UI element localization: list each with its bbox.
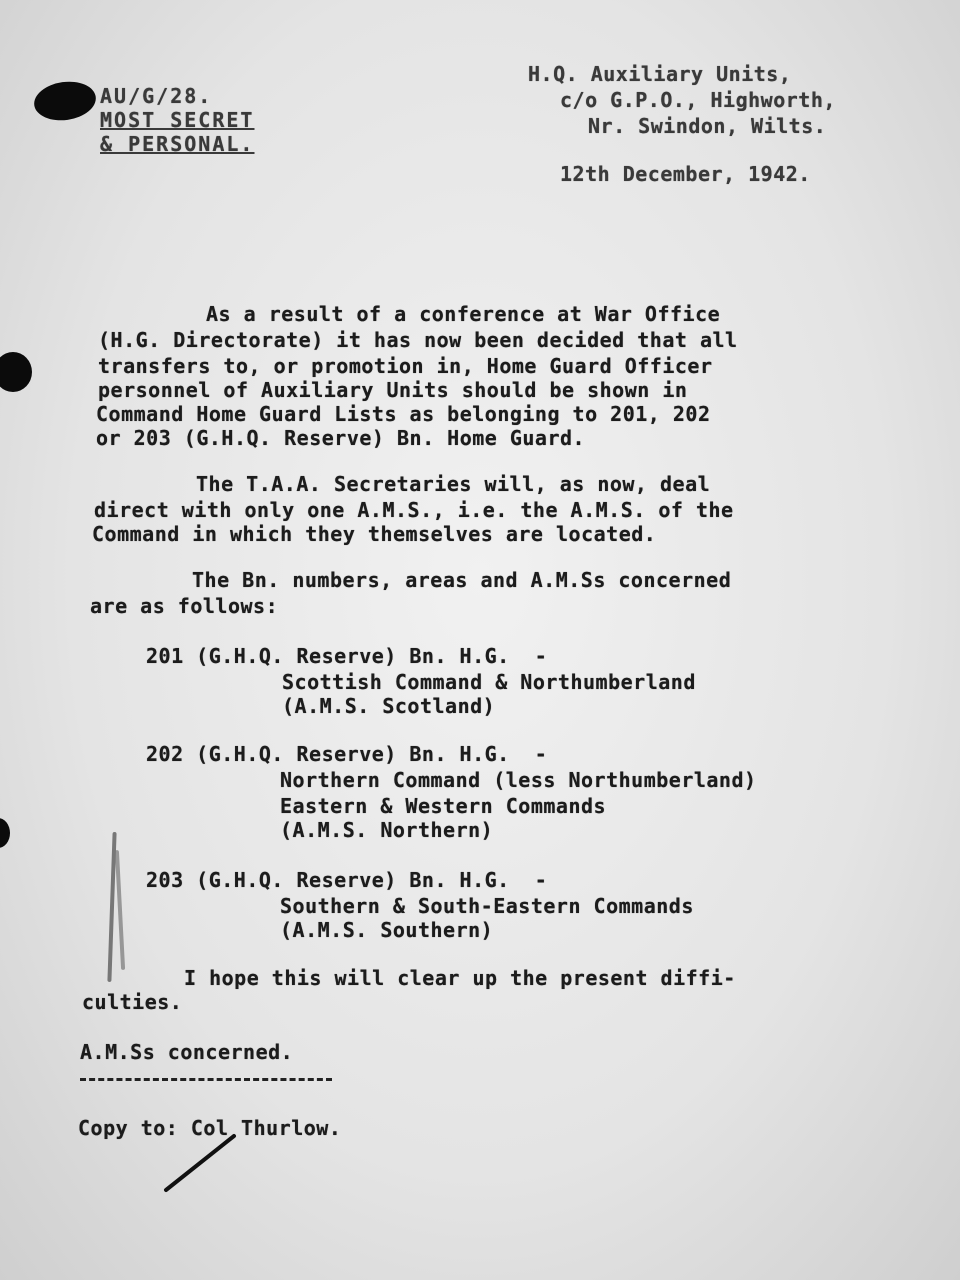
addressee-underline [80, 1078, 332, 1081]
closing-line-1: I hope this will clear up the present diffi- [184, 966, 736, 990]
para2-line-2: direct with only one A.M.S., i.e. the A.M.S. of the [94, 498, 734, 522]
address-line-3: Nr. Swindon, Wilts. [588, 114, 827, 138]
classification-most-secret: MOST SECRET [100, 108, 255, 132]
para1-line-4: personnel of Auxiliary Units should be shown in [98, 378, 688, 402]
address-line-2: c/o G.P.O., Highworth, [560, 88, 836, 112]
punch-hole-middle [0, 352, 32, 392]
battalion-202-ams: (A.M.S. Northern) [280, 818, 494, 842]
pencil-margin-mark-2 [115, 850, 125, 970]
file-reference: AU/G/28. [100, 84, 213, 108]
para1-line-6: or 203 (G.H.Q. Reserve) Bn. Home Guard. [96, 426, 586, 450]
para1-line-5: Command Home Guard Lists as belonging to 201, 202 [96, 402, 711, 426]
para2-line-3: Command in which they themselves are located. [92, 522, 657, 546]
copy-to-line: Copy to: Col Thurlow. [78, 1116, 342, 1140]
addressee-line: A.M.Ss concerned. [80, 1040, 294, 1064]
punch-hole-top [32, 78, 99, 124]
classification-personal: & PERSONAL. [100, 132, 255, 156]
para1-line-1: As a result of a conference at War Office [206, 302, 721, 326]
battalion-203-area: Southern & South-Eastern Commands [280, 894, 694, 918]
battalion-203-heading: 203 (G.H.Q. Reserve) Bn. H.G. - [146, 868, 548, 892]
battalion-201-heading: 201 (G.H.Q. Reserve) Bn. H.G. - [146, 644, 548, 668]
para3-line-1: The Bn. numbers, areas and A.M.Ss concerned [192, 568, 732, 592]
para1-line-2: (H.G. Directorate) it has now been decided that all [98, 328, 738, 352]
battalion-202-area-1: Northern Command (less Northumberland) [280, 768, 757, 792]
battalion-201-ams: (A.M.S. Scotland) [282, 694, 496, 718]
para3-line-2: are as follows: [90, 594, 279, 618]
pen-stroke-mark [160, 1118, 280, 1198]
para2-line-1: The T.A.A. Secretaries will, as now, deal [196, 472, 711, 496]
punch-hole-bottom [0, 818, 10, 848]
battalion-202-area-2: Eastern & Western Commands [280, 794, 607, 818]
battalion-202-heading: 202 (G.H.Q. Reserve) Bn. H.G. - [146, 742, 548, 766]
closing-line-2: culties. [82, 990, 183, 1014]
battalion-203-ams: (A.M.S. Southern) [280, 918, 494, 942]
battalion-201-area: Scottish Command & Northumberland [282, 670, 696, 694]
address-line-1: H.Q. Auxiliary Units, [528, 62, 792, 86]
letter-date: 12th December, 1942. [560, 162, 811, 186]
para1-line-3: transfers to, or promotion in, Home Guard Officer [98, 354, 713, 378]
